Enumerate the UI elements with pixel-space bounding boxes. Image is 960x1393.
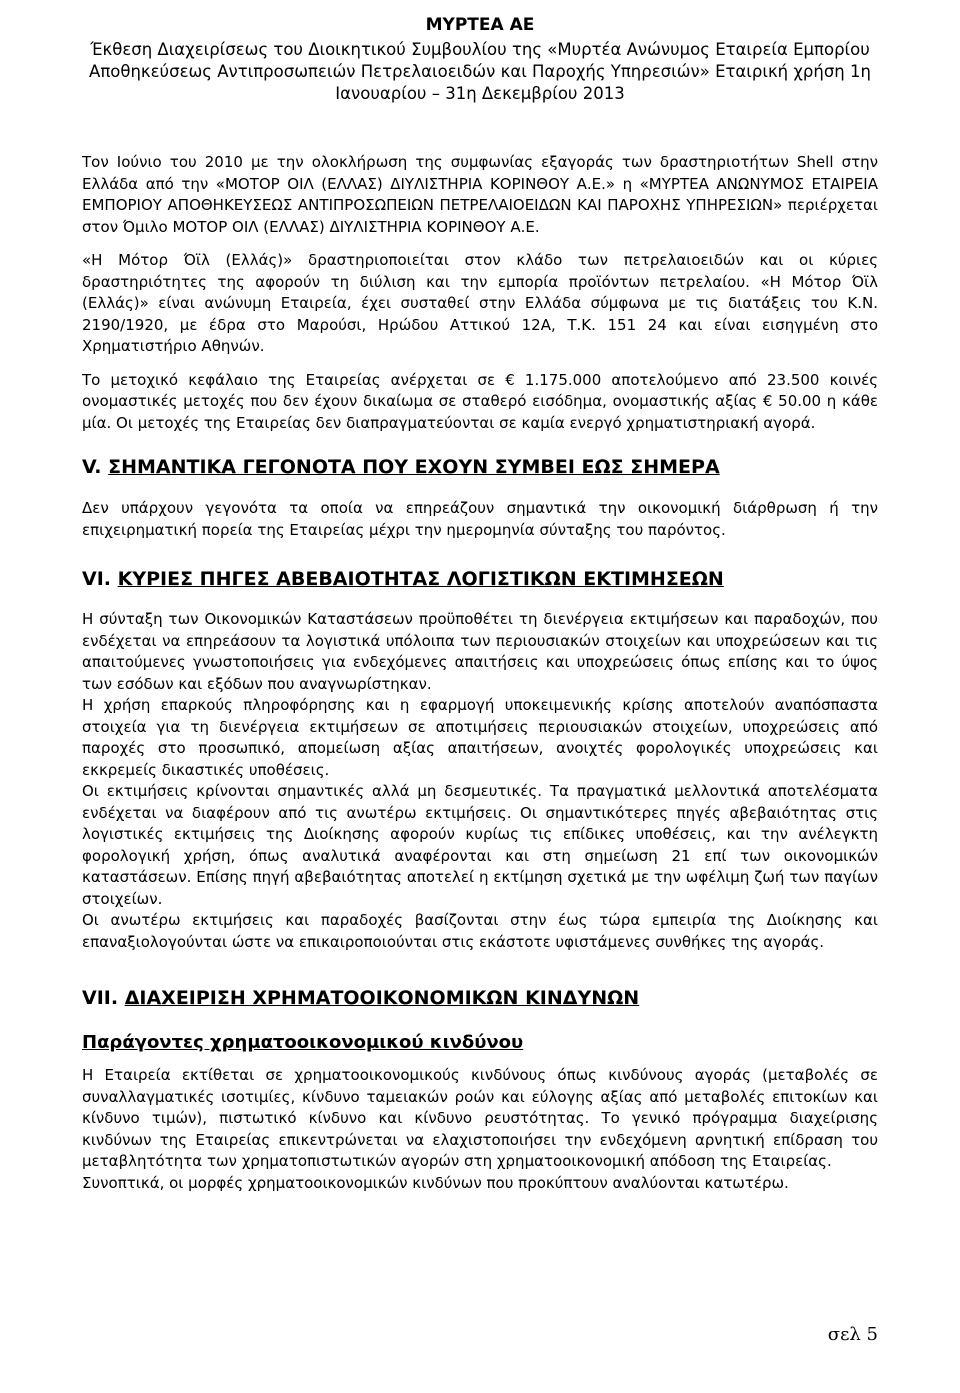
section-7-heading [82, 985, 878, 1011]
header-line-2: Αποθηκεύσεως Αντιπροσωπειών Πετρελαιοειδών και Παροχής Υπηρεσιών» Εταιρική χρήση 1η [89, 62, 871, 81]
section-7-number: VII. [82, 987, 119, 1009]
section-6-title: ΚΥΡΙΕΣ ΠΗΓΕΣ ΑΒΕΒΑΙΟΤΗΤΑΣ ΛΟΓΙΣΤΙΚΩΝ ΕΚΤΙΜΗΣΕΩΝ [117, 568, 724, 590]
intro-paragraph-3: Το μετοχικό κεφάλαιο της Εταιρείας ανέρχεται σε € 1.175.000 αποτελούμενο από 23.500 κοινές ονομαστικές μετοχές που δεν έχουν δικαίωμα σε σταθερό εισόδημα, ονομαστικής αξίας € 50.00 η κάθε μία. Οι μετοχές της Εταιρείας δεν διαπραγματεύονται σε καμία ενεργό χρηματιστηριακή αγορά. [82, 370, 878, 432]
section-6-paragraph-3: Οι εκτιμήσεις κρίνονται σημαντικές αλλά μη δεσμευτικές. Τα πραγματικά μελλοντικά αποτελέσματα ενδέχεται να διαφέρουν από τις ανωτέρω εκτιμήσεις. Οι σημαντικότερες πηγές αβεβαιότητας στις λογιστικές εκτιμήσεις της Διοίκησης αφορούν κυρίως τις επίδικες υποθέσεις, και την ανέλεγκτη φορολογική χρήση, όπως αναλυτικά αναφέρονται και στη σημείωση 21 επί των οικονομικών καταστάσεων. Επίσης πηγή αβεβαιότητας αποτελεί η εκτίμηση σχετικά με την ωφέλιμη ζωή των παγίων στοιχείων. [82, 782, 878, 908]
section-7-paragraph-1: Η Εταιρεία εκτίθεται σε χρηματοοικονομικούς κινδύνους όπως κινδύνους αγοράς (μεταβολές σε συναλλαγματικές ισοτιμίες, κίνδυνο ταμειακών ροών και εύλογης αξίας από μεταβολές επιτοκίων και κίνδυνο τιμών), πιστωτικό κίνδυνο και κίνδυνο ρευστότητας. Το γενικό πρόγραμμα διαχείρισης κινδύνων της Εταιρείας επικεντρώνεται να ελαχιστοποιήσει την ενδεχόμενη αρνητική επίδραση του μεταβλητότητα των χρηματοπιστωτικών αγορών στη χρηματοοικονομική απόδοση της Εταιρείας. [82, 1066, 878, 1170]
section-6-paragraph-4: Οι ανωτέρω εκτιμήσεις και παραδοχές βασίζονται στην έως τώρα εμπειρία της Διοίκησης και επαναξιολογούνται ώστε να επικαιροποιούνται στις εκάστοτε υφιστάμενες συνθήκες της αγοράς. [82, 911, 878, 951]
section-6-heading [82, 566, 878, 592]
header-line-1: Έκθεση Διαχειρίσεως του Διοικητικού Συμβουλίου της «Μυρτέα Ανώνυμος Εταιρεία Εμπορίου [90, 40, 870, 59]
intro-paragraph-2: «Η Μότορ Όϊλ (Ελλάς)» δραστηριοποιείται στον κλάδο των πετρελαιοειδών και οι κύριες δραστηριότητες της αφορούν τη διύλιση και την εμπορία προϊόντων πετρελαίου. «Η Μότορ Όϊλ (Ελλάς)» είναι ανώνυμη Εταιρεία, έχει συσταθεί στην Ελλάδα σύμφωνα με τις διατάξεις του Κ.Ν. 2190/1920, με έδρα στο Μαρούσι, Ηρώδου Αττικού 12Α, Τ.Κ. 151 24 και είναι εισηγμένη στο Χρηματιστήριο Αθηνών. [82, 251, 878, 355]
section-5-title: ΣΗΜΑΝΤΙΚΑ ΓΕΓΟΝΟΤΑ ΠΟΥ ΕΧΟΥΝ ΣΥΜΒΕΙ ΕΩΣ ΣΗΜΕΡΑ [108, 456, 720, 478]
section-6-paragraph-1: Η σύνταξη των Οικονομικών Καταστάσεων προϋποθέτει τη διενέργεια εκτιμήσεων και παραδοχών, που ενδέχεται να επηρεάσουν τα λογιστικά υπόλοιπα των περιουσιακών στοιχείων και υποχρεώσεων και τις απαιτούμενες γνωστοποιήσεις για ενδεχόμενες απαιτήσεις και υποχρεώσεις όπως επίσης και το ύψος των εσόδων και εξόδων που αναγνωρίστηκαν. [82, 610, 878, 693]
section-7-paragraph-2: Συνοπτικά, οι μορφές χρηματοοικονομικών κινδύνων που προκύπτουν αναλύονται κατωτέρω. [82, 1173, 789, 1192]
page-header [80, 14, 880, 105]
section-6-paragraph-2: Η χρήση επαρκούς πληροφόρησης και η εφαρμογή υποκειμενικής κρίσης αποτελούν αναπόσπαστα στοιχεία για τη διενέργεια εκτιμήσεων σε αποτιμήσεις περιουσιακών στοιχείων, υποχρεώσεις από παροχές στο προσωπικό, απομείωση αξίας απαιτήσεων, ανοιχτές φορολογικές υποχρεώσεις και εκκρεμείς δικαστικές υποθέσεις. [82, 696, 878, 779]
section-7-title: ΔΙΑΧΕΙΡΙΣΗ ΧΡΗΜΑΤΟΟΙΚΟΝΟΜΙΚΩΝ ΚΙΝΔΥΝΩΝ [124, 987, 640, 1009]
document-body [82, 152, 878, 1194]
section-5-paragraph-1: Δεν υπάρχουν γεγονότα τα οποία να επηρεάζουν σημαντικά την οικονομική διάρθρωση ή την επιχειρηματική πορεία της Εταιρείας μέχρι την ημερομηνία σύνταξης του παρόντος. [82, 499, 878, 539]
company-title: ΜΥΡΤΕΑ ΑΕ [425, 15, 535, 35]
section-7-subheading: Παράγοντες χρηματοοικονομικού κινδύνου [82, 1032, 524, 1053]
section-5-number: V. [82, 456, 102, 478]
header-line-3: Ιανουαρίου – 31η Δεκεμβρίου 2013 [335, 84, 625, 103]
section-5-heading [82, 454, 878, 480]
section-6-number: VI. [82, 568, 111, 590]
intro-paragraph-1: Τον Ιούνιο του 2010 με την ολοκλήρωση της συμφωνίας εξαγοράς των δραστηριοτήτων Shell στην Ελλάδα από την «ΜΟΤΟΡ ΟΙΛ (ΕΛΛΑΣ) ΔΙΥΛΙΣΤΗΡΙΑ ΚΟΡΙΝΘΟΥ Α.Ε.» η «ΜΥΡΤΕΑ ΑΝΩΝΥΜΟΣ ΕΤΑΙΡΕΙΑ ΕΜΠΟΡΙΟΥ ΑΠΟΘΗΚΕΥΣΕΩΣ ΑΝΤΙΠΡΟΣΩΠΕΙΩΝ ΠΕΤΡΕΛΑΙΟΕΙΔΩΝ ΚΑΙ ΠΑΡΟΧΗΣ ΥΠΗΡΕΣΙΩΝ» περιέρχεται στον Όμιλο ΜΟΤΟΡ ΟΙΛ (ΕΛΛΑΣ) ΔΙΥΛΙΣΤΗΡΙΑ ΚΟΡΙΝΘΟΥ Α.Ε. [82, 153, 878, 236]
page-number: σελ 5 [827, 1324, 878, 1345]
